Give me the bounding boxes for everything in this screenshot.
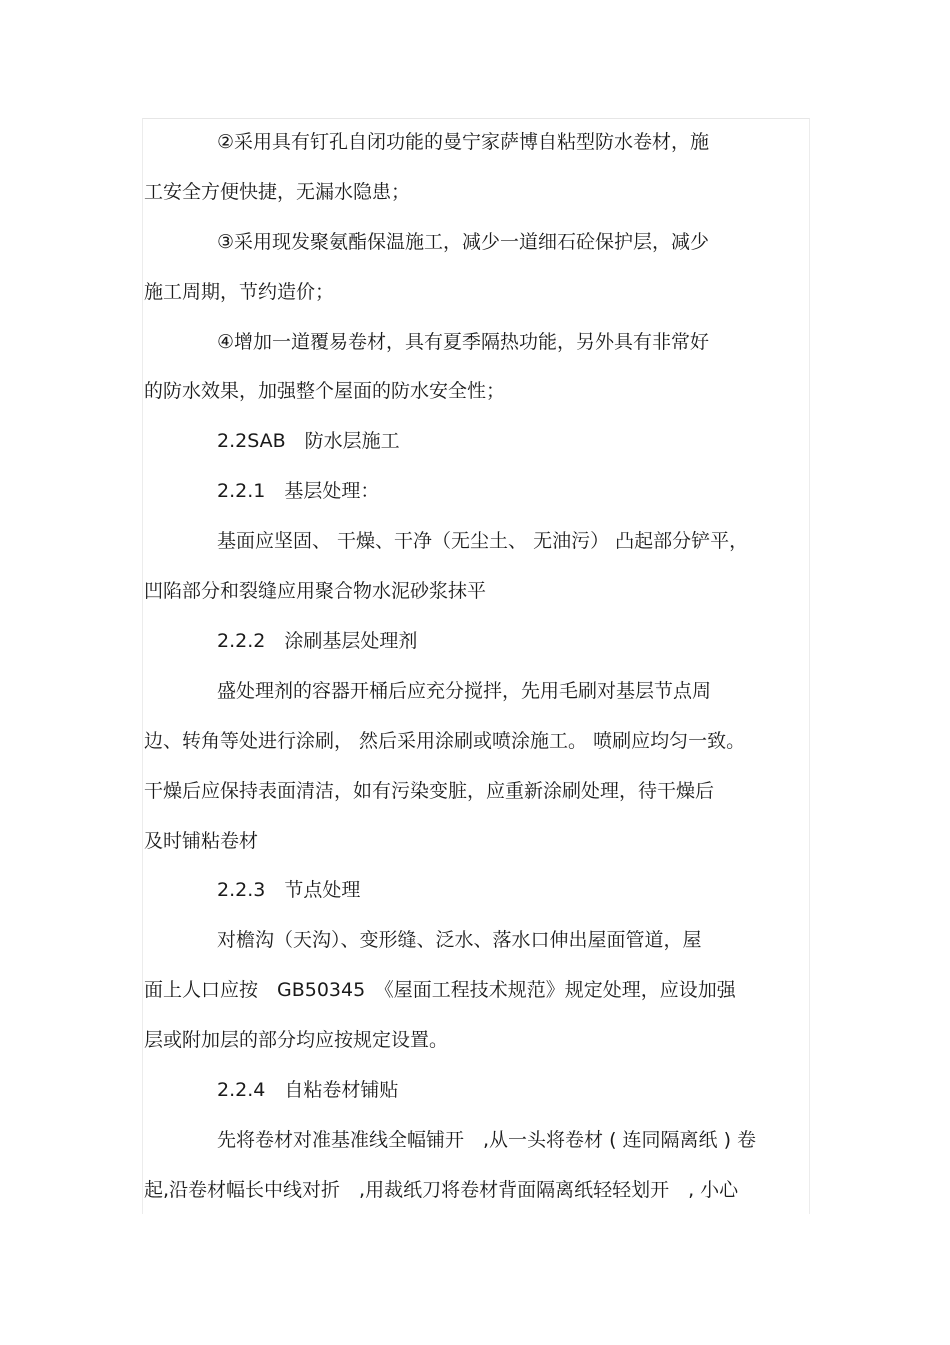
text-line: 先将卷材对准基准线全幅铺开 ,从一头将卷材 ( 连同隔离纸 ) 卷	[217, 1129, 757, 1151]
text-line: 施工周期，节约造价；	[144, 281, 335, 303]
text-line: ②采用具有钉孔自闭功能的曼宁家萨博自粘型防水卷材，施	[217, 131, 710, 153]
text-line: 凹陷部分和裂缝应用聚合物水泥砂浆抹平	[144, 580, 487, 602]
text-line: 边、转角等处进行涂刷， 然后采用涂刷或喷涂施工。 喷刷应均匀一致。	[144, 730, 746, 752]
text-line: 起,沿卷材幅长中线对折 ,用裁纸刀将卷材背面隔离纸轻轻划开 , 小心	[144, 1179, 739, 1201]
text-line: 工安全方便快捷，无漏水隐患；	[144, 181, 411, 203]
text-line: 干燥后应保持表面清洁，如有污染变脏，应重新涂刷处理，待干燥后	[144, 780, 715, 802]
text-line: 盛处理剂的容器开桶后应充分搅拌，先用毛刷对基层节点周	[217, 680, 712, 702]
section-heading: 2.2.1 基层处理：	[217, 480, 380, 502]
section-heading: 2.2.4 自粘卷材铺贴	[217, 1079, 399, 1101]
text-line: ③采用现发聚氨酯保温施工，减少一道细石砼保护层，减少	[217, 231, 710, 253]
text-line: 的防水效果，加强整个屋面的防水安全性；	[144, 380, 506, 402]
text-line: 及时铺粘卷材	[144, 830, 259, 852]
text-line: 对檐沟（天沟）、变形缝、泛水、落水口伸出屋面管道，屋	[217, 929, 702, 951]
section-heading: 2.2SAB 防水层施工	[217, 430, 400, 452]
section-heading: 2.2.2 涂刷基层处理剂	[217, 630, 418, 652]
section-heading: 2.2.3 节点处理	[217, 879, 361, 901]
text-line: 基面应坚固、 干燥、干净（无尘土、 无油污） 凸起部分铲平，	[217, 530, 749, 552]
text-line: 层或附加层的部分均应按规定设置。	[144, 1029, 449, 1051]
text-line: ④增加一道覆易卷材，具有夏季隔热功能，另外具有非常好	[217, 331, 710, 353]
text-line: 面上人口应按 GB50345 《屋面工程技术规范》规定处理，应设加强	[144, 979, 736, 1001]
